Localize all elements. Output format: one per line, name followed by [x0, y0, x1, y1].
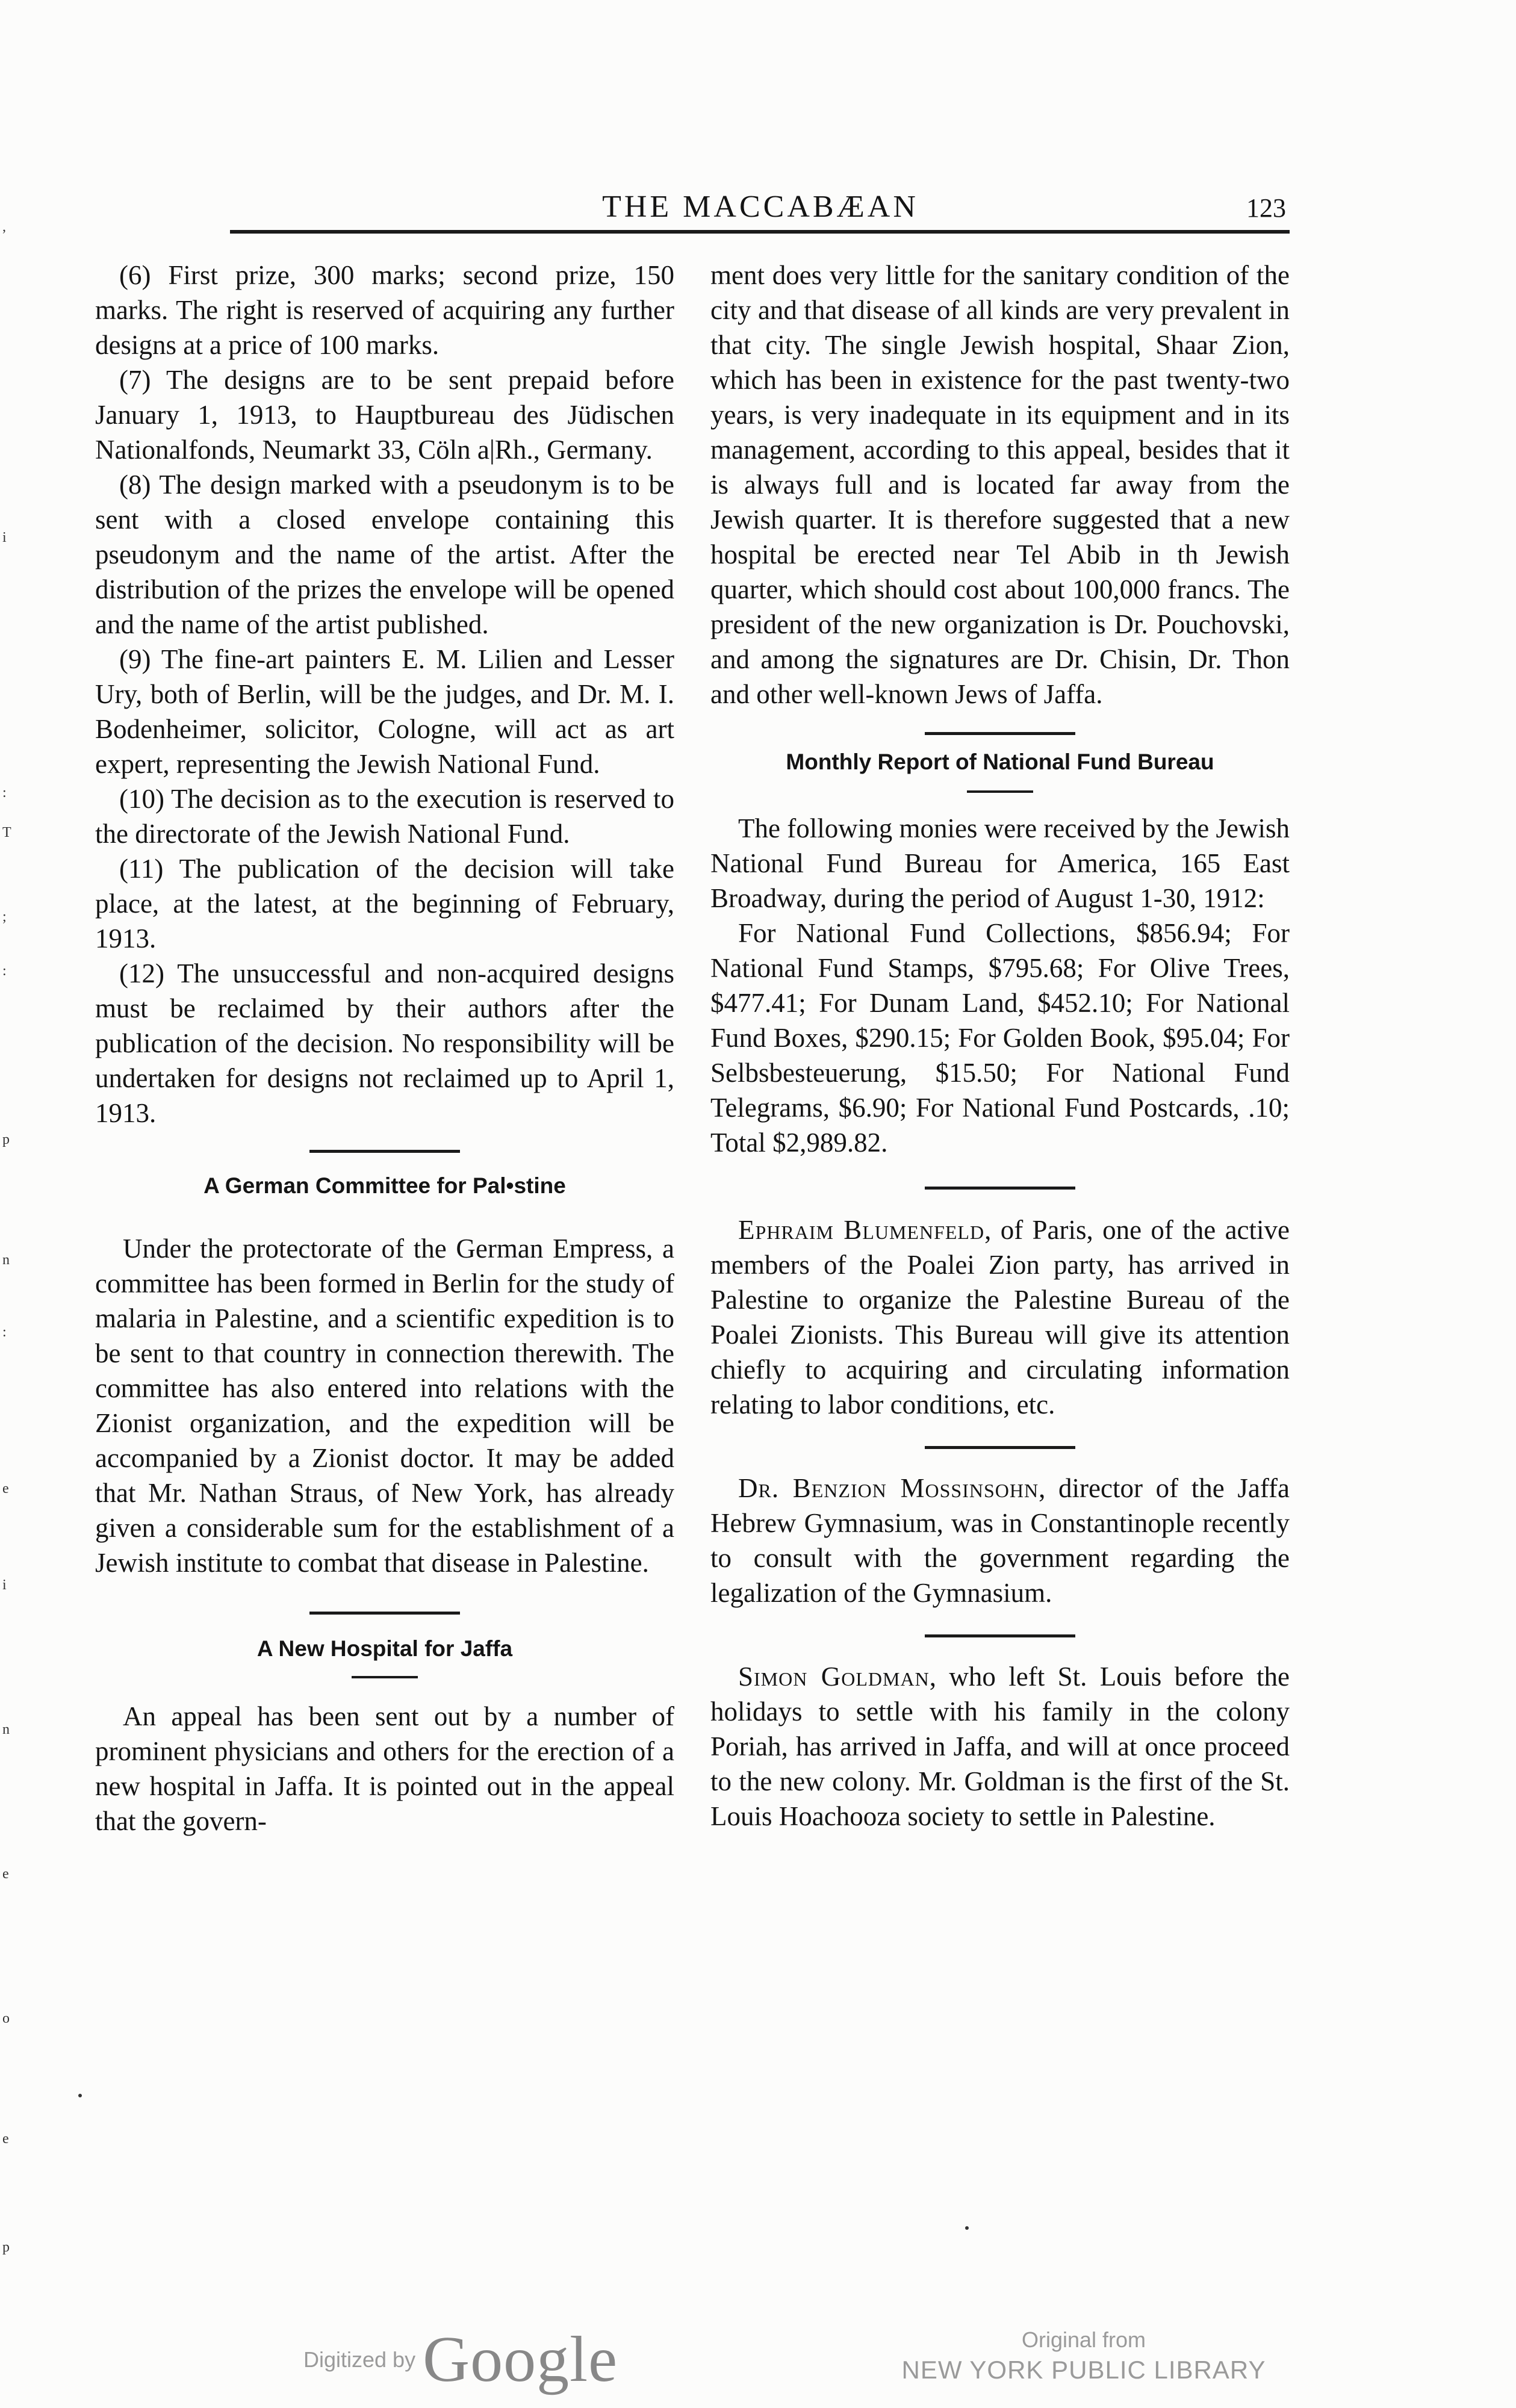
- goldman-text: , who left St. Louis before the holidays to settle with his family in the colony Poriah, has arrived in Jaffa, and will at once proceed to the new colony. Mr. Goldman is the first of the St. Louis Hoachooza society to settle in Palestine.: [710, 1662, 1290, 1831]
- ink-speck: [78, 2094, 82, 2097]
- monthly-report-list: For National Fund Collections, $856.94; For National Fund Stamps, $795.68; For Olive Trees, $477.41; For Dunam Land, $452.10; For National Fund Boxes, $290.15; For Golden Book, $95.04; For Selbsbesteuerung, $15.50; For National Fund Telegrams, $6.90; For National Fund Postcards, .10; Total $2,989.82.: [710, 918, 1290, 1158]
- section-divider: [309, 1150, 460, 1153]
- page-header: [230, 185, 1291, 234]
- rule-item-11: (11) The publication of the decision will take place, at the latest, at the beginning of February, 1913.: [95, 854, 674, 954]
- heading-underline: [352, 1676, 418, 1678]
- header-rule: [230, 230, 1290, 234]
- monthly-report-intro: The following monies were received by the Jewish National Fund Bureau for America, 165 East Broadway, during the period of August 1-30, 1912:: [710, 813, 1290, 913]
- section-divider: [925, 732, 1075, 735]
- left-margin-fragments: , i : T ; : p n : e i n e o e p: [2, 219, 11, 2255]
- section-divider: [925, 1634, 1075, 1637]
- rule-item-7: (7) The designs are to be sent prepaid before January 1, 1913, to Hauptbureau des Jüdischen Nationalfonds, Neumarkt 33, Cöln a|Rh., Germany.: [95, 365, 674, 465]
- digitized-by-text: Digitized by: [303, 2347, 416, 2372]
- google-attribution: [303, 2323, 618, 2395]
- right-column: [710, 258, 1290, 1834]
- rule-item-12: (12) The unsuccessful and non-acquired designs must be reclaimed by their authors after the publication of the decision. No responsibility will be undertaken for designs not reclaimed up to April 1, 1913.: [95, 958, 674, 1128]
- blumenfeld-note: [710, 1212, 1290, 1422]
- rule-item-9: (9) The fine-art painters E. M. Lilien and Lesser Ury, both of Berlin, will be the judges, and Dr. M. I. Bodenheimer, solicitor, Cologne, will act as art expert, representing the Jewish National Fund.: [95, 644, 674, 779]
- rule-item-10: (10) The decision as to the execution is reserved to the directorate of the Jewish National Fund.: [95, 784, 674, 849]
- hospital-heading: A New Hospital for Jaffa: [256, 1636, 513, 1661]
- section-divider: [925, 1187, 1075, 1190]
- page-number: 123: [1246, 193, 1286, 223]
- original-from-text: Original from: [1021, 2327, 1146, 2352]
- rule-item-6: (6) First prize, 300 marks; second prize, 150 marks. The right is reserved of acquiring any further designs at a price of 100 marks.: [95, 260, 674, 360]
- rule-item-8: (8) The design marked with a pseudonym is to be sent with a closed envelope containing this pseudonym and the name of the artist. After the distribution of the prizes the envelope will be opened and the name of the artist published.: [95, 470, 674, 639]
- running-title: THE MACCABÆAN: [602, 190, 919, 224]
- goldman-note: [710, 1659, 1290, 1834]
- mossinsohn-text: , director of the Jaffa Hebrew Gymnasium, was in Constantinople recently to consult with the government regarding the legalization of the Gymnasium.: [710, 1473, 1290, 1608]
- german-committee-heading: A German Committee for Pal•stine: [203, 1173, 566, 1198]
- goldman-name: Simon Goldman: [738, 1662, 930, 1692]
- hospital-body-start: An appeal has been sent out by a number of prominent physicians and others for the erection of a new hospital in Jaffa. It is pointed out in the appeal that the govern-: [95, 1701, 674, 1836]
- german-committee-body: Under the protectorate of the German Empress, a committee has been formed in Berlin for the study of malaria in Palestine, and a scientific expedition is to be sent to that country in connection therewith. The committee has also entered into relations with the Zionist organization, and the expedition will be accompanied by a Zionist doctor. It may be added that Mr. Nathan Straus, of New York, has already given a considerable sum for the establishment of a Jewish institute to combat that disease in Palestine.: [95, 1233, 674, 1578]
- left-column: [95, 258, 674, 1839]
- hospital-body-continued: ment does very little for the sanitary condition of the city and that disease of all kinds are very prevalent in that city. The single Jewish hospital, Shaar Zion, which has been in existence for the past twenty-two years, is very inadequate in its equipment and in its management, according to this appeal, besides that it is always full and is located far away from the Jewish quarter. It is therefore suggested that a new hospital be erected near Tel Abib in th Jewish quarter, which should cost about 100,000 francs. The president of the new organization is Dr. Pouchovski, and among the signatures are Dr. Chisin, Dr. Thon and other well-known Jews of Jaffa.: [710, 260, 1290, 709]
- section-divider: [925, 1446, 1075, 1449]
- library-attribution: [885, 2326, 1282, 2386]
- mossinsohn-note: [710, 1471, 1290, 1610]
- section-divider: [309, 1612, 460, 1615]
- blumenfeld-text: , of Paris, one of the active members of the Poalei Zion party, has arrived in Palestine to organize the Palestine Bureau of the Poalei Zionists. This Bureau will give its attention chiefly to acquiring and circulating information relating to labor conditions, etc.: [710, 1215, 1290, 1420]
- ink-speck: [965, 2226, 969, 2230]
- monthly-report-heading: Monthly Report of National Fund Bureau: [786, 749, 1214, 774]
- competition-rules: [95, 258, 674, 1131]
- library-name: NEW YORK PUBLIC LIBRARY: [901, 2356, 1266, 2384]
- heading-underline: [967, 790, 1033, 793]
- blumenfeld-name: Ephraim Blumenfeld: [738, 1215, 985, 1245]
- google-logo: Google: [423, 2324, 618, 2395]
- mossinsohn-name: Dr. Benzion Mossinsohn: [738, 1473, 1039, 1503]
